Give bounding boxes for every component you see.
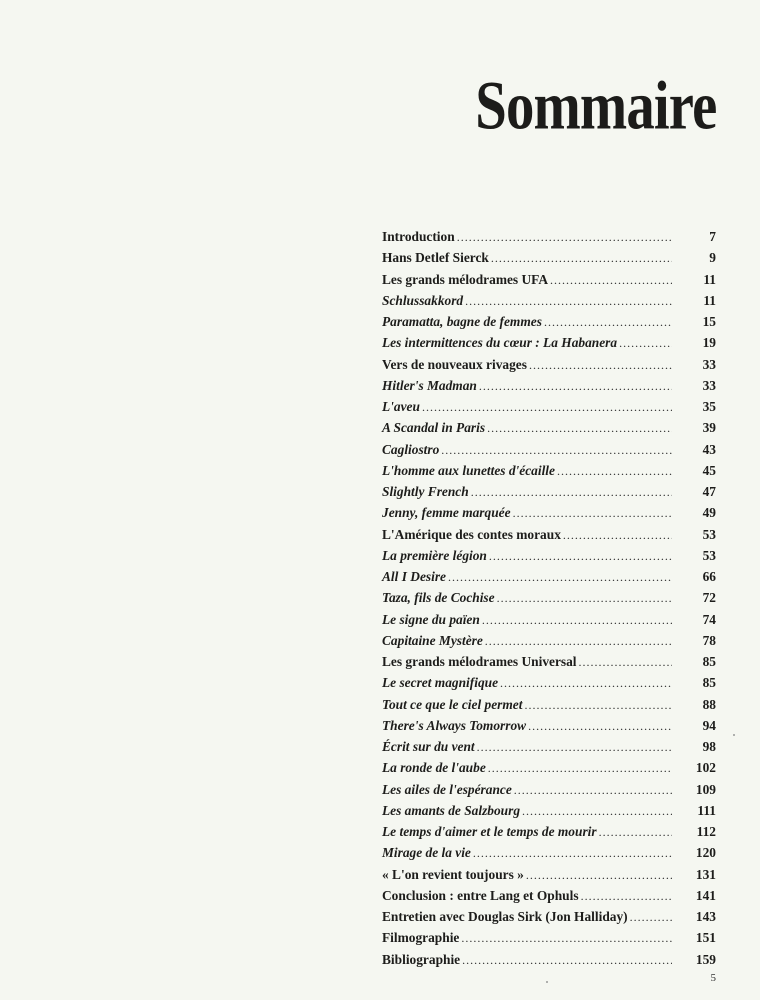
toc-entry: [382, 569, 716, 590]
toc-entry: [382, 739, 716, 760]
toc-entry-page: 53: [702, 547, 716, 563]
dot-leader: [497, 591, 672, 606]
toc-entry-title: Taza, fils de Cochise: [382, 590, 495, 606]
toc-entry-title: Mirage de la vie: [382, 845, 471, 861]
toc-entry-page: 72: [702, 590, 716, 606]
toc-entry-title: Paramatta, bagne de femmes: [382, 314, 542, 329]
toc-entry-page: 39: [702, 420, 716, 436]
dot-leader: [557, 464, 672, 479]
dot-leader: [488, 761, 672, 776]
toc-entry: [382, 335, 716, 356]
page-title: Sommaire: [474, 67, 716, 145]
dot-leader: [489, 549, 672, 564]
toc-entry: [382, 697, 716, 718]
toc-entry-title: Filmographie: [382, 930, 460, 946]
toc-entry-title: Conclusion : entre Lang et Ophuls: [382, 887, 579, 903]
toc-entry-page: 141: [695, 887, 716, 903]
toc-entry-title: Hans Detlef Sierck: [382, 250, 489, 266]
toc-entry: [382, 420, 716, 441]
toc-entry-page: 49: [702, 505, 716, 521]
toc-entry-page: 7: [709, 229, 716, 244]
toc-entry: [382, 633, 716, 654]
toc-entry: [382, 399, 716, 420]
toc-entry-title: Les intermittences du cœur : La Habanera: [382, 335, 618, 351]
toc-entry: [382, 675, 716, 696]
toc-entry-page: 102: [695, 760, 716, 776]
toc-entry-title: L'Amérique des contes moraux: [382, 526, 561, 542]
toc-entry-title: Jenny, femme marquée: [382, 505, 511, 521]
toc-entry-page: 143: [695, 909, 716, 924]
toc-entry-page: 15: [702, 314, 716, 329]
toc-entry: [382, 782, 716, 803]
toc-entry-title: « L'on revient toujours »: [382, 866, 524, 882]
toc-entry-title: Les grands mélodrames Universal: [382, 654, 577, 669]
toc-entry-page: 151: [695, 930, 716, 946]
toc-entry-title: Introduction: [382, 229, 455, 244]
toc-entry-page: 35: [702, 399, 716, 414]
dot-leader: [422, 400, 672, 415]
toc-entry-page: 85: [702, 675, 716, 691]
toc-entry-page: 98: [702, 739, 716, 754]
toc-entry: [382, 250, 716, 271]
toc-entry-title: There's Always Tomorrow: [382, 717, 527, 733]
toc-entry-title: Le signe du païen: [382, 611, 480, 627]
toc-entry-title: Hitler's Madman: [382, 377, 477, 393]
dot-leader: [491, 251, 672, 266]
dot-leader: [465, 294, 672, 309]
dot-leader: [482, 613, 672, 628]
toc-entry-title: Bibliographie: [382, 951, 461, 967]
toc-entry-page: 88: [702, 696, 716, 712]
toc-entry-page: 109: [695, 781, 716, 797]
toc-entry: [382, 590, 716, 611]
dot-leader: [563, 528, 672, 543]
dot-leader: [630, 910, 672, 925]
toc-entry-title: A Scandal in Paris: [382, 420, 486, 436]
toc-entry: [382, 888, 716, 909]
toc-entry: [382, 527, 716, 548]
toc-entry-page: 94: [702, 717, 716, 733]
toc-entry: [382, 909, 716, 930]
dot-leader: [485, 634, 672, 649]
toc-entry-page: 9: [709, 250, 716, 266]
toc-entry-title: Le temps d'aimer et le temps de mourir: [382, 824, 597, 839]
dot-leader: [550, 273, 672, 288]
toc-entry: [382, 930, 716, 951]
toc-entry: [382, 654, 716, 675]
toc-entry: [382, 463, 716, 484]
toc-entry-title: Capitaine Mystère: [382, 632, 483, 648]
toc-entry-page: 47: [702, 484, 716, 499]
dot-leader: [457, 230, 672, 245]
toc-entry: [382, 760, 716, 781]
dot-leader: [513, 506, 672, 521]
toc-entry-page: 78: [702, 632, 716, 648]
toc-entry: [382, 442, 716, 463]
toc-entry-title: Slightly French: [382, 484, 469, 499]
dot-leader: [477, 740, 672, 755]
dot-leader: [473, 846, 672, 861]
toc-entry: [382, 229, 716, 250]
toc-entry: [382, 803, 716, 824]
toc-entry: [382, 718, 716, 739]
toc-entry-page: 45: [702, 462, 716, 478]
toc-entry-page: 120: [695, 845, 716, 861]
dot-leader: [500, 676, 672, 691]
dot-leader: [524, 698, 672, 713]
toc-entry: [382, 314, 716, 335]
toc-entry-page: 85: [702, 654, 716, 669]
toc-entry-page: 66: [702, 569, 716, 584]
dot-leader: [514, 783, 672, 798]
dot-leader: [522, 804, 672, 819]
toc-entry: [382, 548, 716, 569]
toc-entry-title: L'aveu: [382, 399, 420, 414]
toc-entry: [382, 505, 716, 526]
toc-entry-page: 159: [695, 951, 716, 967]
toc-entry-title: Les grands mélodrames UFA: [382, 271, 549, 287]
toc-entry: [382, 952, 716, 973]
toc-entry: [382, 272, 716, 293]
toc-entry-title: La ronde de l'aube: [382, 760, 486, 776]
toc-entry-page: 112: [696, 824, 716, 839]
dot-leader: [544, 315, 672, 330]
dot-leader: [461, 931, 672, 946]
table-of-contents: [382, 229, 716, 973]
toc-entry-page: 11: [703, 292, 716, 308]
toc-entry-title: Cagliostro: [382, 441, 440, 457]
dot-leader: [599, 825, 672, 840]
toc-entry: [382, 612, 716, 633]
toc-entry: [382, 357, 716, 378]
toc-entry-title: La première légion: [382, 547, 487, 563]
toc-entry-title: Vers de nouveaux rivages: [382, 356, 527, 372]
toc-entry: [382, 845, 716, 866]
dot-leader: [528, 719, 672, 734]
toc-entry-title: Écrit sur du vent: [382, 739, 475, 754]
page-number: 5: [710, 972, 716, 984]
dot-leader: [526, 868, 672, 883]
toc-entry-page: 111: [697, 802, 716, 818]
toc-entry-page: 131: [695, 866, 716, 882]
toc-entry: [382, 824, 716, 845]
dot-leader: [471, 485, 672, 500]
toc-entry-page: 74: [702, 611, 716, 627]
toc-entry: [382, 484, 716, 505]
toc-entry-title: Entretien avec Douglas Sirk (Jon Halliday): [382, 909, 628, 924]
toc-entry-page: 33: [702, 356, 716, 372]
dot-leader: [579, 655, 672, 670]
dot-leader: [529, 358, 672, 373]
toc-entry-page: 11: [703, 271, 716, 287]
toc-entry: [382, 378, 716, 399]
toc-entry-title: Les amants de Salzbourg: [382, 802, 521, 818]
dot-leader: [462, 953, 672, 968]
toc-entry-title: Tout ce que le ciel permet: [382, 696, 523, 712]
toc-entry-title: All I Desire: [382, 569, 446, 584]
toc-entry-title: Le secret magnifique: [382, 675, 499, 691]
dot-leader: [479, 379, 672, 394]
toc-entry-title: Schlussakkord: [382, 292, 464, 308]
toc-entry: [382, 867, 716, 888]
dot-leader: [448, 570, 672, 585]
toc-entry-page: 33: [702, 377, 716, 393]
toc-entry-title: Les ailes de l'espérance: [382, 781, 512, 797]
toc-entry-page: 43: [702, 441, 716, 457]
toc-entry-title: L'homme aux lunettes d'écaille: [382, 462, 555, 478]
paper-speck: [546, 981, 548, 983]
dot-leader: [487, 421, 672, 436]
dot-leader: [619, 336, 672, 351]
toc-entry-page: 53: [702, 526, 716, 542]
toc-entry-page: 19: [702, 335, 716, 351]
toc-entry: [382, 293, 716, 314]
paper-speck: [733, 734, 735, 736]
dot-leader: [441, 443, 672, 458]
dot-leader: [581, 889, 672, 904]
